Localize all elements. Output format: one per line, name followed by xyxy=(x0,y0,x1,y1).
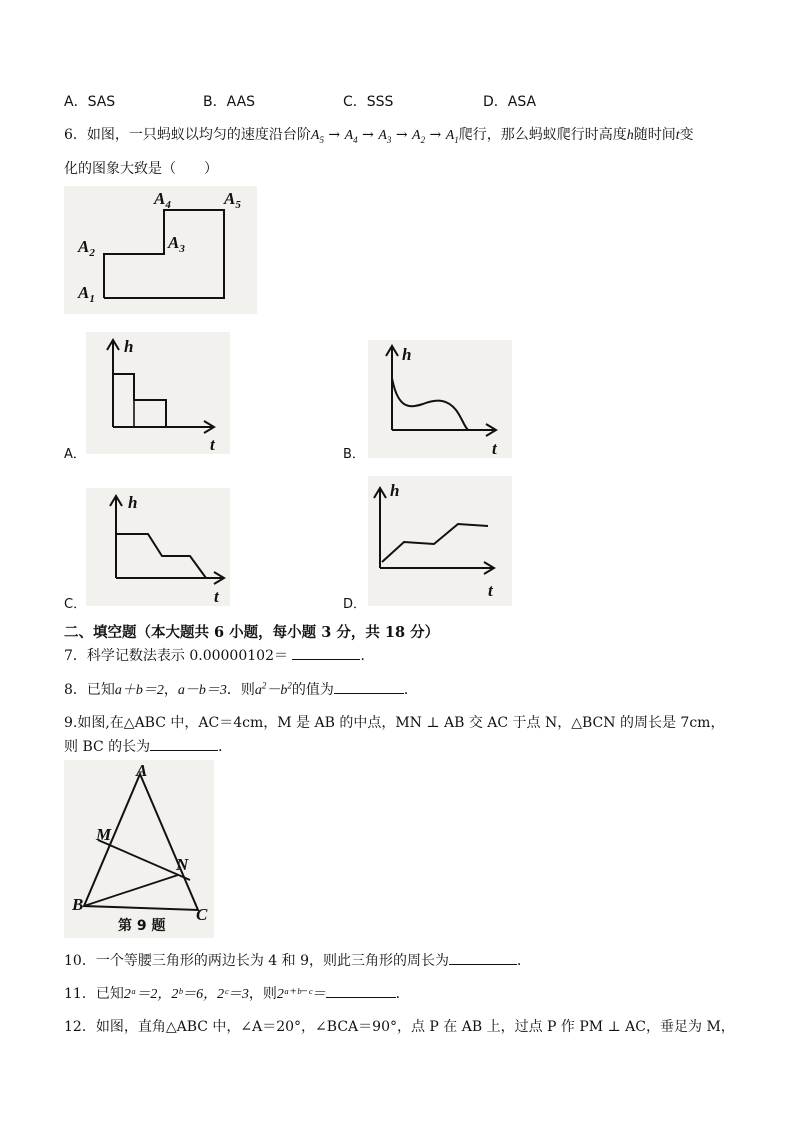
label-a5: $A_5$ xyxy=(224,189,241,211)
question-6-line2: 化的图象大致是（ ） xyxy=(64,161,218,177)
q8-e3b: －b xyxy=(266,683,288,698)
graph-d-label: D． xyxy=(343,597,367,612)
section-2-title: 二、填空题（本大题共 6 小题，每小题 3 分，共 18 分） xyxy=(64,624,440,641)
tri-label-a: A xyxy=(136,761,148,780)
question-7 xyxy=(64,645,374,665)
path-a1: $A_1$ xyxy=(445,128,459,145)
question-6-line1: 6．如图，一只蚂蚁以均匀的速度沿台阶$A_5 \to A_4 \to A_3 \to A_2 \to A_1$爬行，那么蚂蚁爬行时高度h随时间t变 xyxy=(64,127,694,145)
label-a4: $A_4$ xyxy=(154,189,171,211)
q6-t: t xyxy=(675,128,680,143)
question-9-line1: 9.如图,在△ABC 中，AC＝4cm，M 是 AB 的中点，MN ⊥ AB 交 AC 于点 N，△BCN 的周长是 7cm， xyxy=(64,715,725,731)
axis-h-a: h xyxy=(124,337,134,356)
path-a5: $A_5$ xyxy=(310,128,324,145)
q8-p4: 的值为 xyxy=(291,682,334,698)
q11-p1: 11．已知 xyxy=(64,986,124,1002)
axis-t-a: t xyxy=(210,435,215,454)
q7-end: ． xyxy=(360,648,375,664)
axis-h-b: h xyxy=(402,345,412,364)
axis-h-d: h xyxy=(390,481,400,500)
q9-line2-text: 则 BC 的长为 xyxy=(64,739,151,755)
option-d: D．ASA xyxy=(483,94,537,110)
q6-suffix: 爬行，那么蚂蚁爬行时高度 xyxy=(458,127,627,143)
q8-end: ． xyxy=(403,682,418,698)
q8-p3: ．则 xyxy=(226,682,255,698)
axis-t-c: t xyxy=(214,587,219,606)
q11-e2: 2ᵃ⁺ᵇ⁻ᶜ＝ xyxy=(276,987,326,1002)
triangle-figure xyxy=(64,760,214,938)
graph-b xyxy=(368,340,512,458)
q8-e3a: a xyxy=(254,683,262,698)
question-9-line2 xyxy=(64,736,232,756)
axis-h-c: h xyxy=(128,493,138,512)
option-c: C．SSS xyxy=(343,94,394,110)
question-11 xyxy=(64,983,410,1003)
path-a3: $A_3$ xyxy=(378,128,392,145)
graph-a xyxy=(86,332,230,454)
question-8 xyxy=(64,679,418,699)
tri-label-m: M xyxy=(96,825,112,844)
q7-text: 7．科学记数法表示 0.00000102＝ xyxy=(64,648,288,664)
q11-answer-blank[interactable] xyxy=(326,983,396,998)
q8-e3: $a^2-b^2$ xyxy=(254,680,292,698)
graph-c xyxy=(86,488,230,606)
q8-e1: a＋b＝2 xyxy=(114,683,164,698)
q7-answer-blank[interactable] xyxy=(292,645,360,660)
tri-label-c: C xyxy=(196,905,208,924)
q11-end: ． xyxy=(395,986,410,1002)
q6-end: 变 xyxy=(679,127,694,143)
label-a1: $A_1$ xyxy=(78,283,95,305)
q10-end: ． xyxy=(516,953,531,969)
q11-p2: ，则 xyxy=(248,986,277,1002)
q6-h: h xyxy=(626,128,634,143)
q8-e2: a－b＝3 xyxy=(177,683,227,698)
q10-answer-blank[interactable] xyxy=(449,950,517,965)
staircase-figure xyxy=(64,186,257,314)
graph-a-label: A． xyxy=(64,447,86,462)
option-b: B．AAS xyxy=(203,94,256,110)
graph-b-label: B． xyxy=(343,447,365,462)
label-a3: $A_3$ xyxy=(168,233,185,255)
question-10 xyxy=(64,950,531,970)
axis-t-d: t xyxy=(488,581,493,600)
path-a4: $A_4$ xyxy=(344,128,358,145)
tri-label-b: B xyxy=(72,895,84,914)
tri-caption: 第 9 题 xyxy=(118,918,166,934)
option-a: A．SAS xyxy=(64,94,116,110)
label-a2: $A_2$ xyxy=(78,237,95,259)
graph-c-label: C． xyxy=(64,597,87,612)
q6-prefix: 6．如图，一只蚂蚁以均匀的速度沿台阶 xyxy=(64,127,311,143)
q10-text: 10．一个等腰三角形的两边长为 4 和 9，则此三角形的周长为 xyxy=(64,953,449,969)
q11-e1: 2ᵃ＝2，2ᵇ＝6，2ᶜ＝3 xyxy=(123,987,249,1002)
q8-p1: 8．已知 xyxy=(64,682,115,698)
question-12: 12．如图，直角△ABC 中，∠A＝20°，∠BCA＝90°，点 P 在 AB 上，过点 P 作 PM ⊥ AC，垂足为 M， xyxy=(64,1019,735,1035)
q9-end: ． xyxy=(218,739,233,755)
graph-d xyxy=(368,476,512,606)
axis-t-b: t xyxy=(492,439,497,458)
q8-p2: ， xyxy=(163,682,178,698)
q6-mid: 随时间 xyxy=(633,127,676,143)
q8-answer-blank[interactable] xyxy=(334,679,404,694)
path-a2: $A_2$ xyxy=(412,128,426,145)
tri-label-n: N xyxy=(176,855,189,874)
q9-answer-blank[interactable] xyxy=(150,736,218,751)
